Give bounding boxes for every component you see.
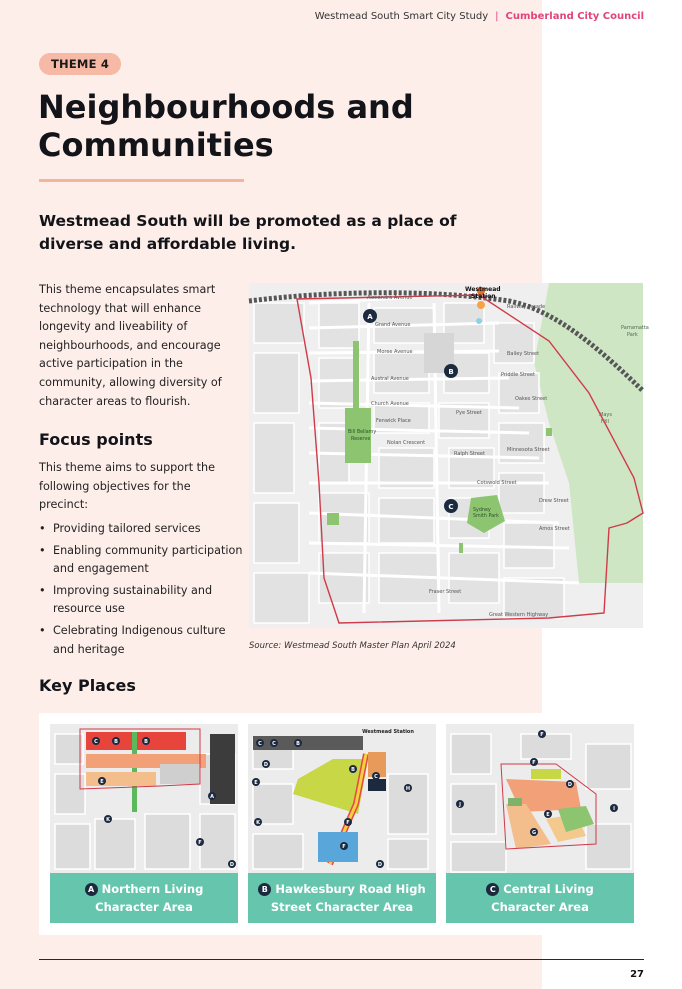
svg-text:Church Avenue: Church Avenue (371, 401, 409, 407)
svg-text:Bailey Street: Bailey Street (507, 351, 540, 357)
svg-text:Bill Bellamy: Bill Bellamy (348, 430, 377, 435)
svg-text:Cotswold Street: Cotswold Street (477, 480, 517, 486)
svg-text:G: G (531, 830, 537, 836)
svg-text:Grand Avenue: Grand Avenue (375, 322, 411, 328)
svg-text:Great Western Highway: Great Western Highway (489, 612, 549, 618)
svg-text:I: I (613, 806, 615, 812)
key-place-card-c[interactable] (446, 724, 634, 923)
key-place-name: Northern Living Character Area (95, 882, 204, 914)
svg-text:Oakes Street: Oakes Street (515, 396, 548, 402)
svg-text:Amos Street: Amos Street (539, 526, 570, 532)
theme-badge: THEME 4 (39, 53, 121, 75)
svg-text:Sydney: Sydney (473, 508, 491, 513)
badge-c: C (486, 883, 499, 896)
key-place-label-a (50, 873, 238, 923)
list-item: • Improving sustainability and resource use (39, 582, 244, 619)
svg-text:H: H (405, 786, 411, 792)
svg-text:C: C (258, 741, 262, 747)
svg-text:Drew Street: Drew Street (539, 498, 569, 504)
precinct-map (249, 283, 649, 628)
key-place-name: Central Living Character Area (491, 882, 594, 914)
svg-text:C: C (374, 774, 378, 780)
svg-text:B: B (144, 739, 148, 745)
svg-text:Pye Street: Pye Street (456, 410, 482, 416)
svg-text:D: D (229, 862, 235, 868)
map-caption: Source: Westmead South Master Plan April 2024 (249, 641, 456, 651)
study-title: Westmead South Smart City Study (314, 11, 489, 22)
svg-text:B: B (448, 368, 454, 376)
council-name: Cumberland City Council (505, 11, 644, 22)
svg-text:C: C (448, 503, 454, 511)
svg-text:Reserve: Reserve (351, 437, 371, 442)
badge-b: B (258, 883, 271, 896)
svg-text:F: F (540, 732, 544, 738)
svg-text:E: E (546, 812, 550, 818)
svg-text:B: B (296, 741, 300, 747)
svg-text:F: F (532, 760, 536, 766)
key-place-name: Hawkesbury Road High Street Character Area (270, 882, 426, 914)
svg-text:Railway Parade: Railway Parade (507, 304, 546, 310)
svg-text:Minnesota Street: Minnesota Street (507, 447, 550, 453)
svg-text:C: C (94, 739, 98, 745)
central-area-map (446, 724, 634, 874)
svg-text:E: E (254, 780, 258, 786)
key-place-card-a[interactable] (50, 724, 238, 923)
svg-text:D: D (567, 782, 573, 788)
list-item: • Enabling community participation and engagement (39, 542, 244, 579)
northern-area-map (50, 724, 238, 874)
svg-text:Priddle Street: Priddle Street (501, 372, 535, 378)
svg-text:F: F (342, 844, 346, 850)
svg-text:A: A (367, 313, 373, 321)
page-subtitle: Westmead South will be promoted as a place of diverse and affordable living. (39, 212, 457, 253)
svg-text:Nolan Crescent: Nolan Crescent (387, 440, 426, 446)
svg-text:D: D (263, 762, 269, 768)
page-number: 27 (630, 969, 644, 980)
svg-text:Westmead Station: Westmead Station (362, 729, 414, 735)
header-separator: | (495, 11, 499, 22)
svg-text:F: F (198, 840, 202, 846)
svg-text:J: J (459, 802, 461, 808)
svg-text:Mays: Mays (599, 412, 612, 418)
key-places-heading: Key Places (39, 676, 136, 695)
key-place-card-b[interactable] (248, 724, 436, 923)
key-place-label-b (248, 873, 436, 923)
hawkesbury-road-map (248, 724, 436, 874)
svg-text:K: K (106, 817, 110, 823)
svg-text:D: D (377, 862, 383, 868)
svg-text:Station: Station (471, 293, 496, 300)
svg-text:Moree Avenue: Moree Avenue (377, 349, 413, 355)
svg-text:Park: Park (627, 332, 638, 338)
footer-rule (39, 959, 644, 960)
svg-text:B: B (114, 739, 118, 745)
title-underline (39, 179, 244, 182)
list-item: • Celebrating Indigenous culture and heritage (39, 622, 244, 659)
focus-points-intro: This theme aims to support the following objectives for the precinct: (39, 461, 216, 512)
svg-text:E: E (100, 779, 104, 785)
svg-text:Fraser Street: Fraser Street (429, 589, 462, 595)
svg-text:F: F (346, 820, 350, 826)
svg-text:Ralph Street: Ralph Street (454, 451, 485, 457)
svg-text:C: C (272, 741, 276, 747)
page-title: Neighbourhoods and Communities (38, 88, 414, 164)
badge-a: A (85, 883, 98, 896)
svg-text:Austral Avenue: Austral Avenue (371, 376, 409, 382)
svg-text:Alexandra Avenue: Alexandra Avenue (367, 295, 413, 301)
page-header (315, 11, 644, 22)
intro-paragraph: This theme encapsulates smart technology that will enhance longevity and liveability of neighbourhoods, and encourage active participation in the community, allowing diversity of character areas to flourish. (39, 283, 222, 408)
focus-points-list (39, 520, 244, 662)
precinct-map-graphic (249, 283, 649, 628)
svg-text:Hill: Hill (601, 419, 609, 425)
svg-text:K: K (256, 820, 260, 826)
svg-text:Westmead: Westmead (465, 286, 501, 293)
svg-text:Parramatta: Parramatta (621, 325, 649, 331)
svg-text:Fenwick Place: Fenwick Place (376, 418, 411, 424)
svg-text:A: A (210, 794, 214, 800)
key-place-label-c (446, 873, 634, 923)
svg-text:B: B (351, 767, 355, 773)
focus-points-heading: Focus points (39, 430, 153, 449)
svg-text:Smith Park: Smith Park (473, 514, 499, 519)
list-item: • Providing tailored services (39, 520, 244, 539)
